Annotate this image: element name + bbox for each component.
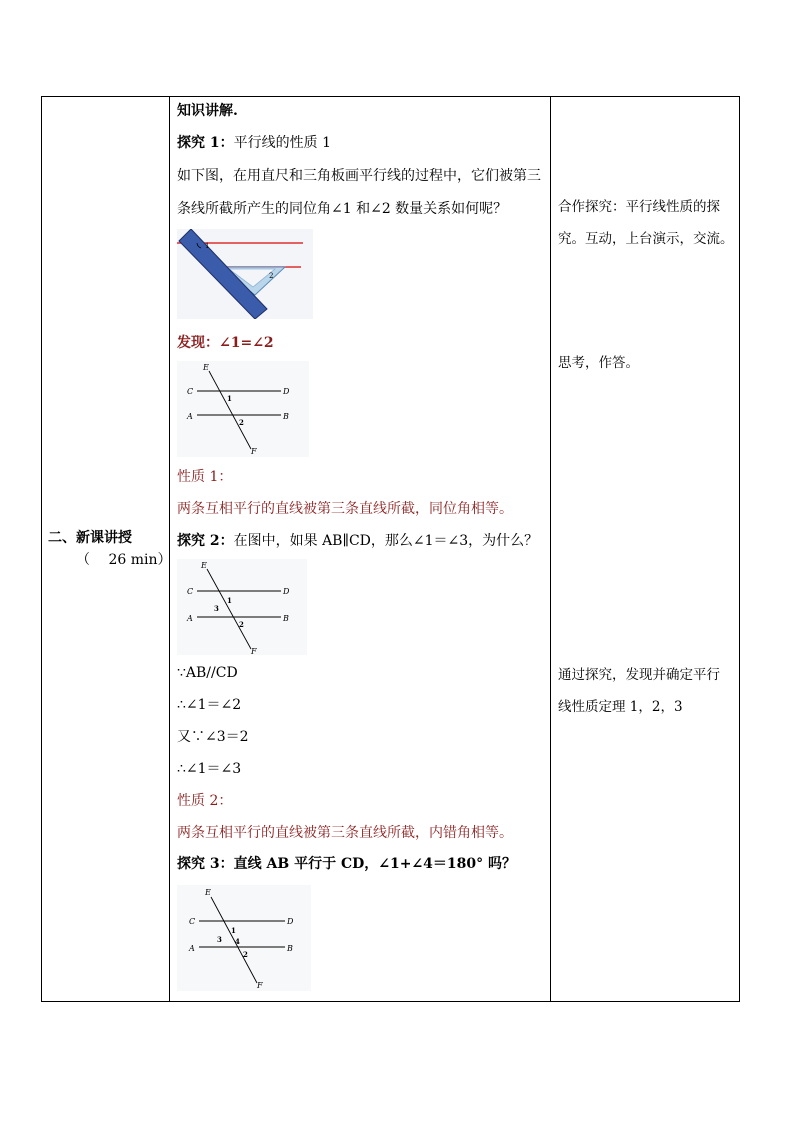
photo-label-2: 2 — [269, 272, 274, 280]
property2-text: 两条互相平行的直线被第三条直线所截，内错角相等。 — [177, 825, 513, 841]
property2-label: 性质 2： — [177, 793, 233, 809]
fig3-label-f: F — [257, 981, 263, 990]
fig3-label-3: 3 — [217, 935, 222, 944]
fig1-label-2: 2 — [239, 418, 244, 427]
finding-text: 发现：∠1=∠2 — [177, 335, 274, 351]
fig1-label-d: D — [283, 387, 290, 396]
fig2-label-3: 3 — [214, 604, 219, 613]
fig2-label-c: C — [187, 587, 194, 596]
proof-step-1: ∵AB//CD — [177, 665, 238, 681]
ruler-triangle-figure — [177, 229, 313, 319]
question-line-2: 条线所截所产生的同位角∠1 和∠2 数量关系如何呢？ — [177, 201, 508, 217]
proof-step-2: ∴∠1＝∠2 — [177, 697, 242, 713]
fig3-label-a: A — [189, 944, 195, 953]
fig2-label-f: F — [251, 647, 257, 655]
stage-cell — [42, 97, 170, 1002]
fig3-label-b: B — [287, 944, 293, 953]
content-cell — [170, 97, 551, 1002]
explore2-line — [177, 531, 538, 551]
activity-1-line-1: 合作探究：平行线性质的探 — [558, 199, 720, 215]
explore3-line — [177, 854, 516, 874]
section-heading: 知识讲解. — [177, 103, 238, 119]
geometry-figure-2 — [177, 559, 307, 655]
explore1-line — [177, 133, 331, 153]
fig2-label-1: 1 — [227, 596, 232, 605]
fig1-label-f: F — [251, 447, 257, 456]
activity-2: 思考，作答。 — [558, 355, 639, 371]
fig2-label-d: D — [283, 587, 290, 596]
stage-time: （ 26 min） — [76, 552, 172, 568]
activity-1-line-2: 究。互动，上台演示，交流。 — [558, 231, 734, 247]
question-line-1: 如下图，在用直尺和三角板画平行线的过程中，它们被第三 — [177, 168, 541, 184]
explore3-text: 直线 AB 平行于 CD，∠1+∠4＝180° 吗？ — [233, 856, 516, 872]
proof-step-4: ∴∠1＝∠3 — [177, 761, 242, 777]
explore2-label: 探究 2： — [177, 533, 234, 549]
fig2-label-2: 2 — [239, 620, 244, 629]
explore1-label: 探究 1： — [177, 135, 234, 151]
fig3-label-d: D — [287, 917, 294, 926]
fig3-label-4: 4 — [235, 937, 240, 946]
fig1-label-a: A — [187, 412, 193, 421]
explore2-text: 在图中，如果 AB∥CD，那么∠1＝∠3，为什么？ — [233, 533, 539, 549]
fig3-label-2: 2 — [243, 950, 248, 959]
fig2-label-a: A — [187, 614, 193, 623]
fig2-label-e: E — [201, 561, 207, 570]
explore1-text: 平行线的性质 1 — [233, 135, 331, 151]
fig1-label-e: E — [203, 363, 209, 372]
activity-3-line-2: 线性质定理 1，2，3 — [558, 699, 683, 715]
property1-label: 性质 1： — [177, 469, 233, 485]
fig1-label-b: B — [283, 412, 289, 421]
fig1-label-1: 1 — [227, 394, 232, 403]
geometry-figure-1 — [177, 361, 309, 457]
fig3-label-1: 1 — [231, 926, 236, 935]
fig3-label-c: C — [189, 917, 196, 926]
activity-3-line-1: 通过探究，发现并确定平行 — [558, 667, 720, 683]
explore3-label: 探究 3： — [177, 856, 234, 872]
geometry-figure-3 — [177, 885, 311, 991]
fig2-label-b: B — [283, 614, 289, 623]
photo-label-1: 1 — [205, 242, 210, 250]
proof-step-3: 又∵∠3＝2 — [177, 729, 249, 745]
fig1-label-c: C — [187, 387, 194, 396]
fig3-label-e: E — [205, 888, 211, 897]
lesson-table — [41, 96, 740, 1002]
activity-cell — [551, 97, 740, 1002]
property1-text: 两条互相平行的直线被第三条直线所截，同位角相等。 — [177, 501, 513, 517]
stage-title: 二、新课讲授 — [48, 530, 132, 546]
